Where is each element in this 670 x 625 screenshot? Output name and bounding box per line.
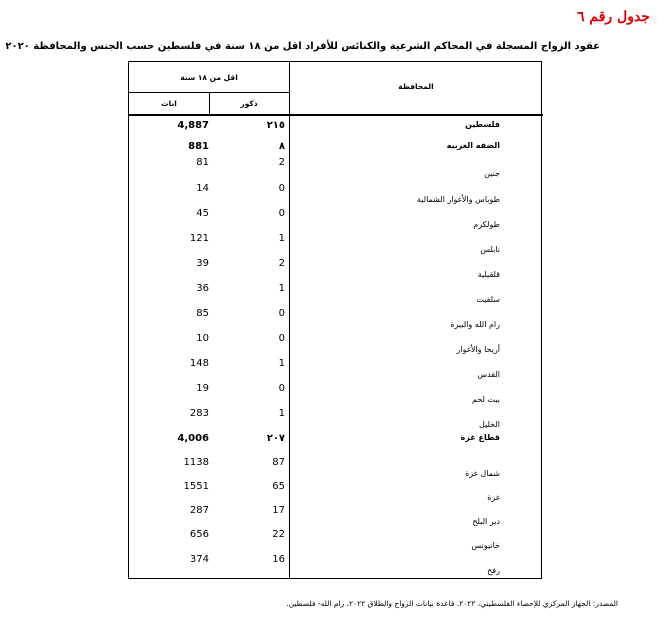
females-value: 39 <box>196 258 209 269</box>
males-value: ٢٠٧ <box>266 433 285 444</box>
females-value: 148 <box>189 358 209 369</box>
females-value: 19 <box>196 383 209 394</box>
females-value: 881 <box>188 141 209 152</box>
males-value: 0 <box>278 183 285 194</box>
source-note: المصدر: الجهاز المركزي للإحصاء الفلسطيني، ٢٠٢٢. قاعدة بيانات الزواج والطلاق ٢٠٢٢، رام الله- فلسطين. <box>286 599 618 608</box>
females-value: 121 <box>189 233 209 244</box>
table-row <box>129 183 543 203</box>
governorate-name: قلقيلية <box>477 270 500 279</box>
governorate-name: نابلس <box>480 245 500 254</box>
females-value: 374 <box>189 554 209 565</box>
header-bottom-rule <box>129 114 543 116</box>
table-number: جدول رقم ٦ <box>577 9 650 25</box>
governorate-name: بيت لحم <box>472 395 500 404</box>
governorate-name: جنين <box>484 169 500 178</box>
females-value: 81 <box>196 157 209 168</box>
header-governorate: المحافظة <box>398 82 434 91</box>
header-age-group: اقل من ١٨ سنة <box>180 73 238 82</box>
females-value: 45 <box>196 208 209 219</box>
males-value: 1 <box>278 283 285 294</box>
table-row <box>129 157 543 177</box>
governorate-name: سلفيت <box>476 295 500 304</box>
governorate-name: القدس <box>477 370 500 379</box>
females-value: 4,887 <box>177 120 209 131</box>
males-value: 22 <box>272 529 285 540</box>
females-value: 283 <box>189 408 209 419</box>
table-row <box>129 383 543 403</box>
governorate-name: شمال غزة <box>465 469 500 478</box>
table-row <box>129 233 543 253</box>
females-value: 14 <box>196 183 209 194</box>
header-rule-age <box>129 92 289 93</box>
governorate-name: خانيونس <box>471 541 500 550</box>
females-value: 656 <box>189 529 209 540</box>
table-row <box>129 283 543 303</box>
males-value: 17 <box>272 505 285 516</box>
table-title: عقود الزواج المسجلة في المحاكم الشرعية والكنائس للأفراد اقل من ١٨ سنة في فلسطين حسب الجنس والمحافظة ٢٠٢٠ <box>5 41 600 52</box>
governorate-name: رام الله والبيرة <box>450 320 500 329</box>
females-value: 10 <box>196 333 209 344</box>
males-value: 0 <box>278 308 285 319</box>
males-value: 2 <box>278 258 285 269</box>
females-value: 4,006 <box>177 433 209 444</box>
governorate-name: الضفه الغربيه <box>446 141 500 150</box>
males-value: 0 <box>278 208 285 219</box>
table-row <box>129 457 543 477</box>
males-value: ٨ <box>278 141 285 152</box>
governorate-name: أريحا والأغوار <box>456 345 500 354</box>
governorate-name: فلسطين <box>465 120 500 129</box>
governorate-name: طولكرم <box>473 220 500 229</box>
table-row <box>129 308 543 328</box>
table-row <box>129 505 543 525</box>
table-row <box>129 433 543 453</box>
table-row <box>129 120 543 140</box>
governorate-name: دير البلح <box>472 517 500 526</box>
females-value: 1138 <box>183 457 209 468</box>
table-row <box>129 529 543 549</box>
females-value: 1551 <box>183 481 209 492</box>
header-females: اناث <box>161 99 177 108</box>
table-row <box>129 333 543 353</box>
males-value: 0 <box>278 383 285 394</box>
males-value: 16 <box>272 554 285 565</box>
males-value: 1 <box>278 233 285 244</box>
males-value: 65 <box>272 481 285 492</box>
data-table <box>128 61 542 579</box>
governorate-name: غزة <box>487 493 500 502</box>
males-value: ٢١٥ <box>266 120 285 131</box>
females-value: 36 <box>196 283 209 294</box>
table-row <box>129 208 543 228</box>
governorate-name: قطاع غزة <box>460 433 500 442</box>
governorate-name: الخليل <box>479 420 500 429</box>
governorate-name: طوباس والأغوار الشمالية <box>416 195 500 204</box>
males-value: 2 <box>278 157 285 168</box>
males-value: 0 <box>278 333 285 344</box>
females-value: 287 <box>189 505 209 516</box>
governorate-name: رفح <box>487 566 500 575</box>
table-row <box>129 481 543 501</box>
males-value: 1 <box>278 408 285 419</box>
males-value: 87 <box>272 457 285 468</box>
females-value: 85 <box>196 308 209 319</box>
table-row <box>129 408 543 428</box>
header-males: ذكور <box>240 99 258 108</box>
table-row <box>129 258 543 278</box>
table-row <box>129 554 543 574</box>
males-value: 1 <box>278 358 285 369</box>
table-row <box>129 358 543 378</box>
